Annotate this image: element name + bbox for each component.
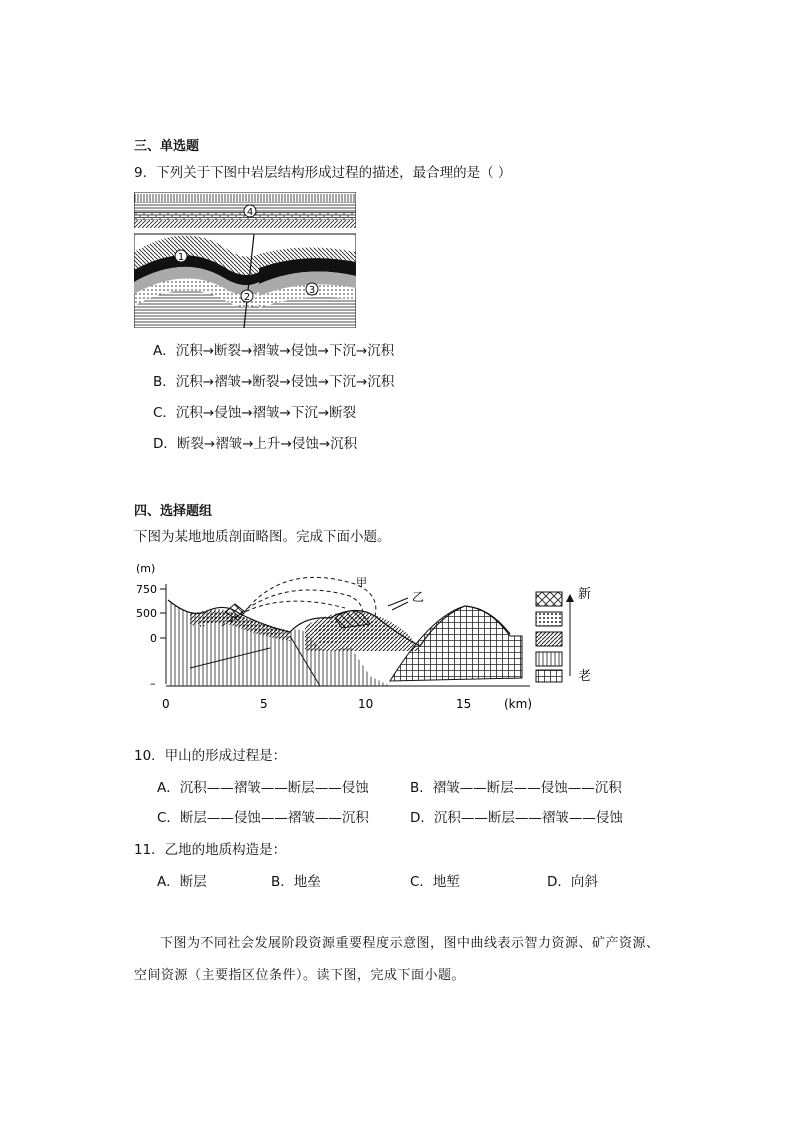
q11-option-a[interactable]: A．断层 <box>157 874 207 890</box>
geological-profile-figure <box>130 556 610 716</box>
section4-heading: 四、选择题组 <box>134 504 213 519</box>
q9-stem: 9．下列关于下图中岩层结构形成过程的描述，最合理的是（ ） <box>134 165 512 181</box>
q11-option-b[interactable]: B．地垒 <box>271 874 321 890</box>
profile-y-unit: (m) <box>136 562 156 575</box>
passage-line-2: 空间资源（主要指区位条件）。读下图，完成下面小题。 <box>134 968 466 983</box>
q10-option-c[interactable]: C．断层——侵蚀——褶皱——沉积 <box>157 810 369 826</box>
profile-x-tick-5: 5 <box>260 697 268 711</box>
q9-label-2: 2 <box>243 292 251 303</box>
legend-old-label: 老 <box>578 669 592 684</box>
passage-line-1: 下图为不同社会发展阶段资源重要程度示意图，图中曲线表示智力资源、矿产资源、 <box>160 936 660 951</box>
profile-y-tick-500: 500 <box>136 607 157 620</box>
profile-y-tick-750: 750 <box>136 583 157 596</box>
profile-x-tick-10: 10 <box>358 697 374 711</box>
q9-option-d[interactable]: D．断裂→褶皱→上升→侵蚀→沉积 <box>153 436 358 452</box>
q9-option-b[interactable]: B．沉积→褶皱→断裂→侵蚀→下沉→沉积 <box>153 374 395 390</box>
section3-heading: 三、单选题 <box>134 139 200 154</box>
q9-label-3: 3 <box>308 285 316 296</box>
profile-y-tick-bottom: – <box>150 677 156 690</box>
profile-x-tick-0: 0 <box>162 697 170 711</box>
q10-stem: 10．甲山的形成过程是： <box>134 748 287 764</box>
q11-option-c[interactable]: C．地堑 <box>410 874 460 890</box>
profile-label-yi: 乙 <box>412 590 425 604</box>
q11-option-d[interactable]: D．向斜 <box>547 874 598 890</box>
q10-option-a[interactable]: A．沉积——褶皱——断层——侵蚀 <box>157 780 369 796</box>
profile-x-unit: (km) <box>504 697 533 711</box>
legend-new-label: 新 <box>578 587 592 602</box>
profile-label-jia: 甲 <box>356 576 367 589</box>
q9-label-4: 4 <box>246 207 254 218</box>
q11-stem: 11．乙地的地质构造是： <box>134 842 287 858</box>
q9-option-c[interactable]: C．沉积→侵蚀→褶皱→下沉→断裂 <box>153 405 357 421</box>
q9-option-a[interactable]: A．沉积→断裂→褶皱→侵蚀→下沉→沉积 <box>153 343 395 359</box>
q9-label-1: 1 <box>177 252 185 263</box>
q10-option-d[interactable]: D．沉积——断层——褶皱——侵蚀 <box>410 810 623 826</box>
section4-intro: 下图为某地地质剖面略图。完成下面小题。 <box>134 529 391 545</box>
q10-option-b[interactable]: B．褶皱——断层——侵蚀——沉积 <box>410 780 622 796</box>
profile-y-tick-0: 0 <box>150 632 157 645</box>
profile-x-tick-15: 15 <box>456 697 472 711</box>
q9-strata-figure <box>134 192 356 328</box>
profile-legend <box>536 587 591 684</box>
